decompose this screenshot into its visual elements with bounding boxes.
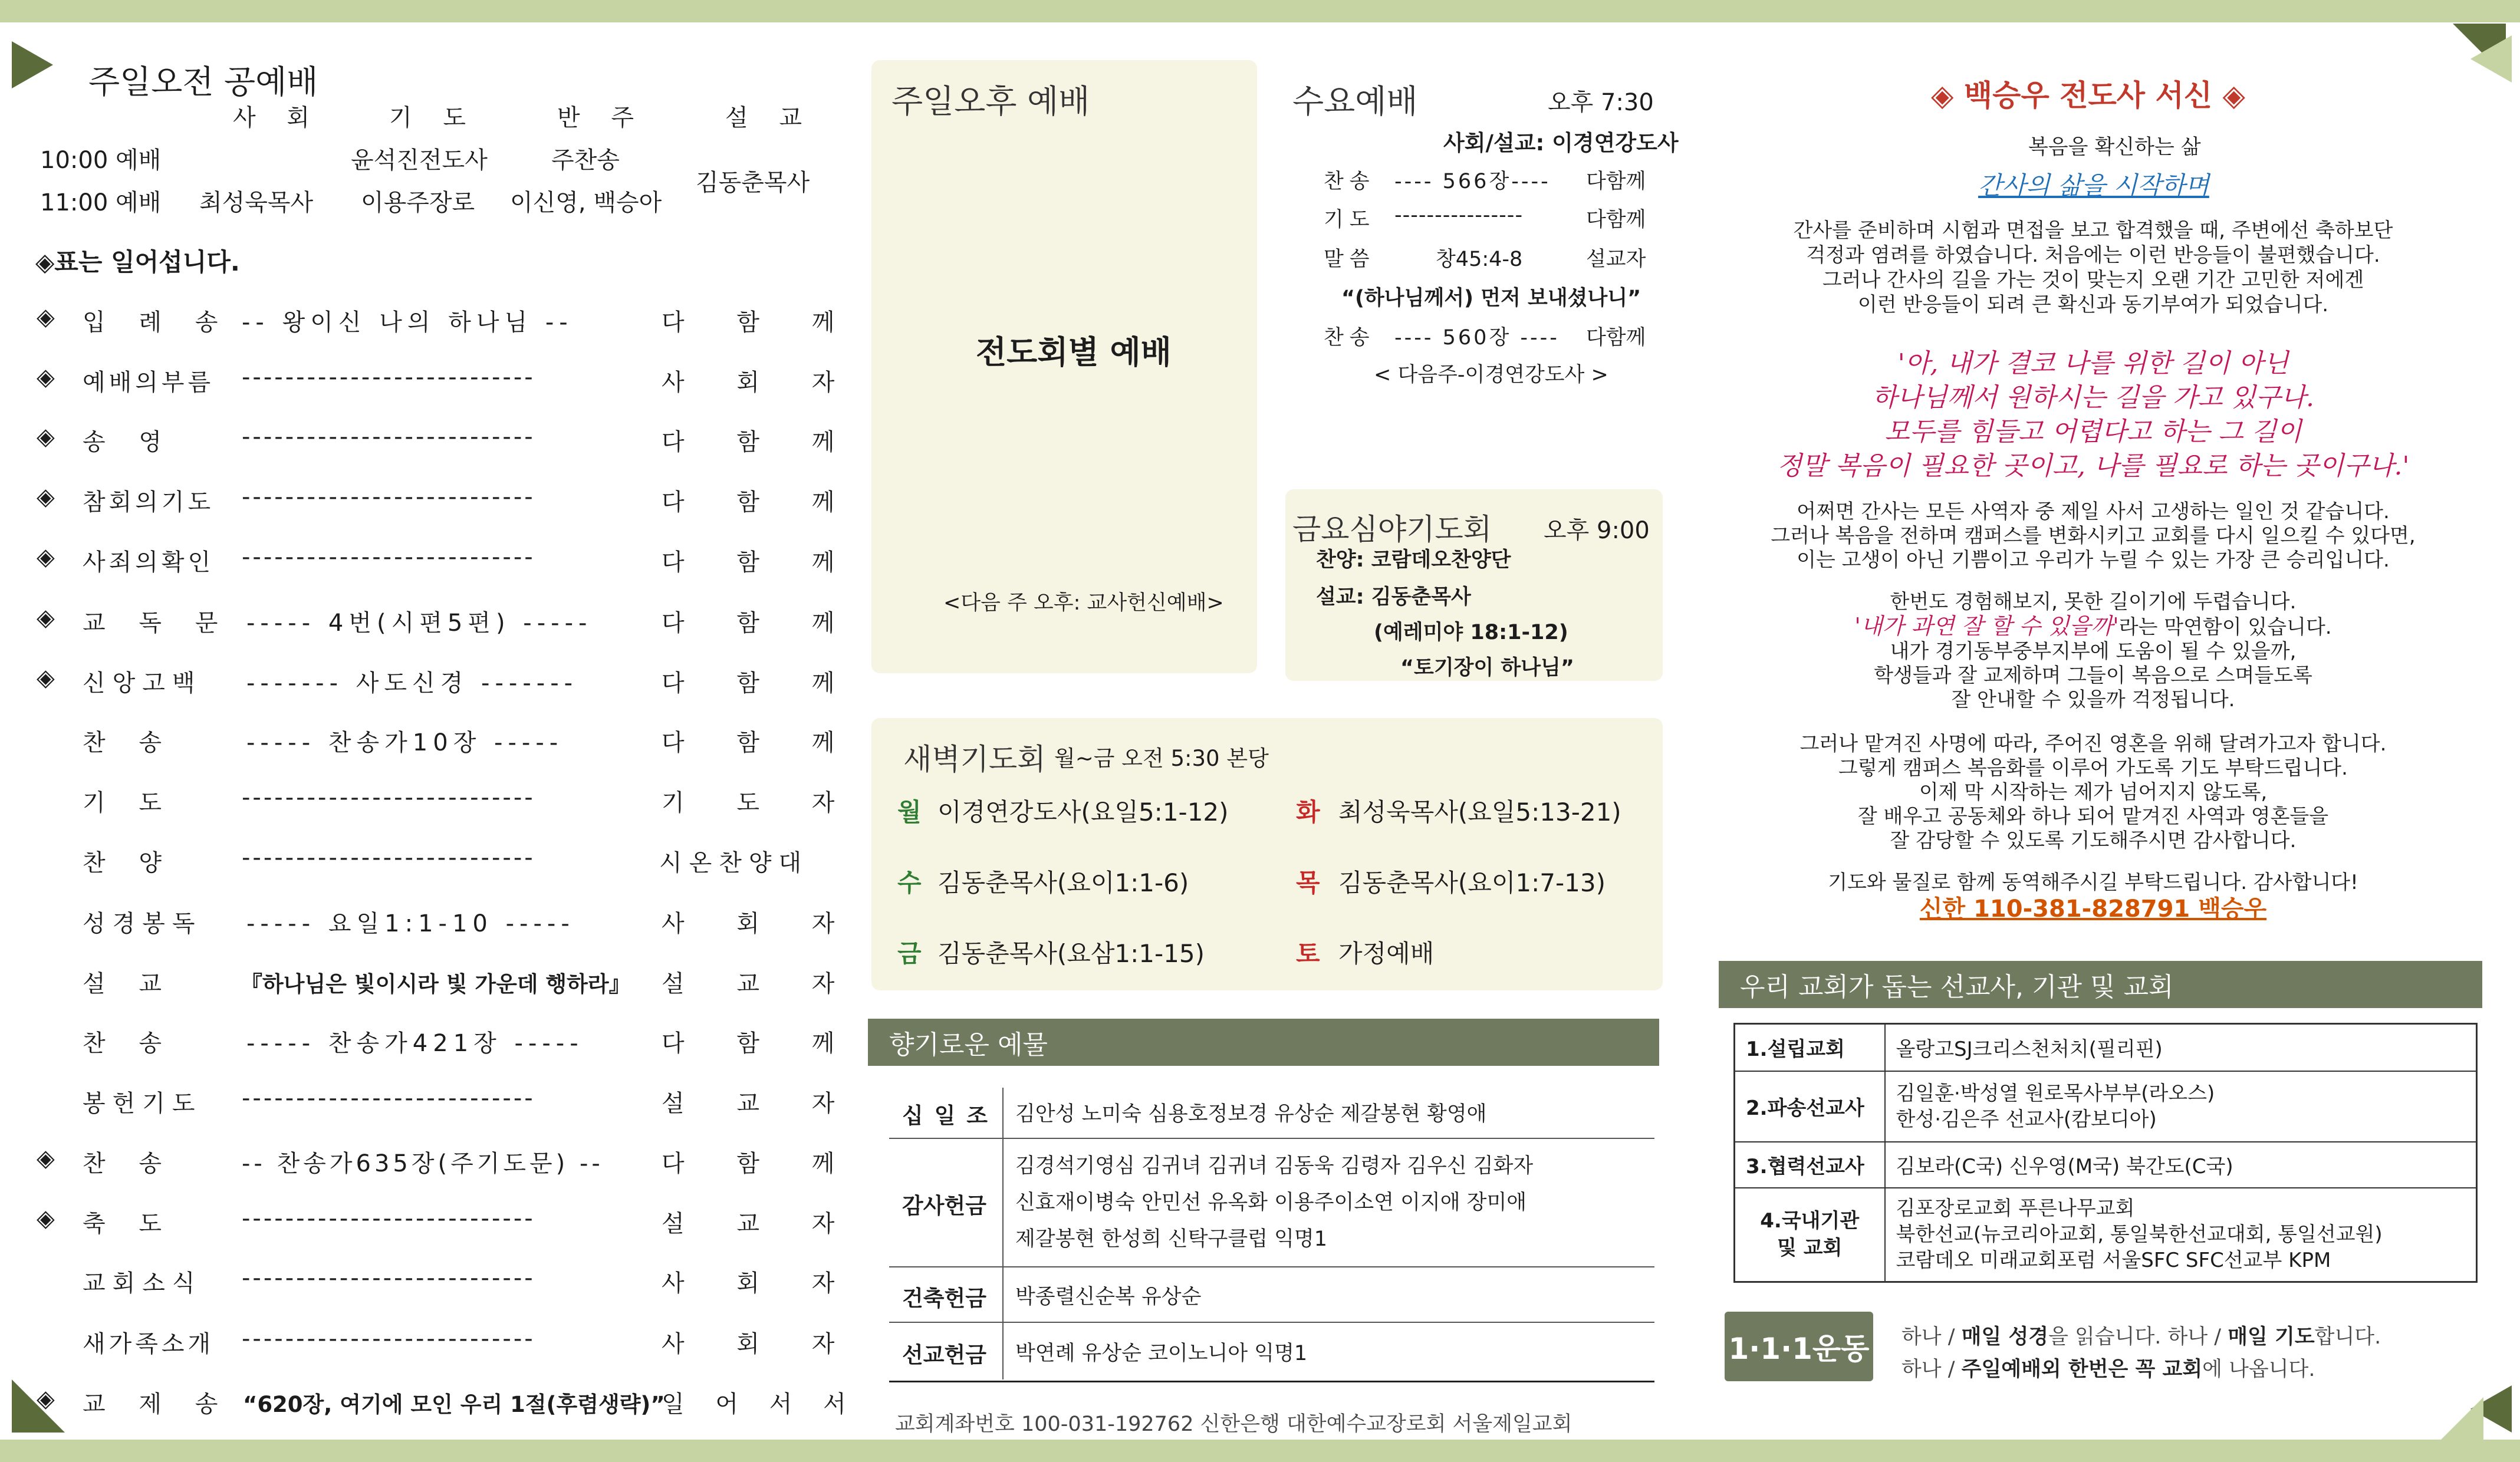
table-divider — [889, 1322, 1654, 1323]
order-content: -- 왕이신 나의 하나님 -- — [242, 309, 573, 336]
order-item: 찬 송 — [83, 729, 175, 756]
day-content: 김동춘목사(요이1:7-13) — [1338, 868, 1606, 897]
order-who: 시온찬양대 — [659, 849, 809, 877]
mission-line: 코람데오 미래교회포럼 서울SFC SFC선교부 KPM — [1896, 1249, 2331, 1273]
col-header-preacher: 설 교 — [725, 104, 814, 131]
wednesday-next-week: < 다음주-이경연강도사 > — [1374, 363, 1608, 387]
order-row — [0, 965, 857, 1000]
service-time-10: 10:00 예배 — [40, 147, 162, 174]
order-row — [0, 724, 857, 759]
order-content: “620장, 여기에 모인 우리 1절(후렴생략)” — [243, 1392, 665, 1417]
day-content: 가정예배 — [1338, 939, 1435, 968]
corner-decoration — [2470, 35, 2512, 83]
letter-paragraph: 잘 안내할 수 있을까 걱정됩니다. — [1951, 688, 2235, 712]
prayer-11: 이용주장로 — [361, 189, 475, 216]
program-content: ---- 566장---- — [1394, 170, 1551, 193]
friday-scripture: (예레미야 18:1-12) — [1374, 621, 1568, 644]
order-content: --------------------------- — [242, 1265, 535, 1292]
mission-entry — [1885, 1142, 2477, 1188]
program-content: ---------------- — [1394, 203, 1524, 227]
offering-type: 감사헌금 — [902, 1193, 986, 1219]
letter-handwritten-quote: 하나님께서 원하시는 길을 가고 있구나. — [1872, 383, 2314, 413]
stand-mark: ◈ — [37, 604, 55, 631]
friday-time: 오후 9:00 — [1544, 517, 1650, 544]
preacher: 김동춘목사 — [696, 169, 810, 196]
letter-paragraph: 그러나 복음을 전하며 캠퍼스를 변화시키고 교회를 다시 일으킬 수 있다면, — [1771, 524, 2416, 548]
order-who: 사 회 자 — [662, 369, 857, 396]
letter-paragraph: 잘 감당할 수 있도록 기도해주시면 감사합니다. — [1890, 829, 2297, 852]
order-content: --------------------------- — [242, 423, 535, 450]
offering-type: 선교헌금 — [902, 1342, 986, 1368]
order-row — [0, 664, 857, 700]
stand-mark: ◈ — [37, 664, 55, 692]
corner-decoration — [2441, 1397, 2483, 1440]
standing-note: ◈표는 일어섭니다. — [35, 248, 240, 276]
letter-paragraph: 그렇게 캠퍼스 복음화를 이루어 가도록 기도 부탁드립니다. — [1838, 756, 2348, 780]
day-label: 월 — [897, 798, 922, 827]
wednesday-leader: 사회/설교: 이경연강도사 — [1443, 130, 1679, 156]
order-content: --------------------------- — [242, 844, 535, 871]
afternoon-next-week: <다음 주 오후: 교사헌신예배> — [943, 591, 1224, 615]
letter-paragraph: 그러나 간사의 길을 가는 것이 맞는지 오랜 기간 고민한 저에겐 — [1822, 268, 2364, 292]
church-account: 교회계좌번호 100-031-192762 신한은행 대한예수교장로회 서울제일교회 — [895, 1412, 1572, 1436]
letter-handwritten-quote: 모두를 힘들고 어렵다고 하는 그 길이 — [1884, 417, 2302, 447]
letter-paragraph: 학생들과 잘 교제하며 그들이 복음으로 스며들도록 — [1874, 664, 2312, 687]
order-item: 봉헌기도 — [83, 1090, 202, 1117]
mission-category: 3.협력선교사 — [1735, 1142, 1885, 1188]
letter-paragraph: 잘 배우고 공동체와 하나 되어 맡겨진 사역과 영혼들을 — [1857, 805, 2329, 828]
movement-badge-label: 1·1·1운동 — [1728, 1332, 1870, 1366]
program-item: 찬송 — [1324, 170, 1376, 193]
program-who: 설교자 — [1586, 248, 1646, 271]
movement-text: 을 읽습니다. 하나 / — [2048, 1325, 2228, 1349]
order-who: 사 회 자 — [662, 1270, 857, 1297]
order-row — [0, 1385, 858, 1421]
order-item: 설 교 — [83, 970, 175, 997]
order-content: --------------------------- — [242, 364, 535, 391]
mission-entry — [1885, 1071, 2477, 1142]
col-header-leader: 사 회 — [233, 104, 321, 131]
corner-decoration — [12, 41, 53, 88]
mission-line: 김보라(C국) 신우영(M국) 북간도(C국) — [1896, 1155, 2233, 1178]
bank-account: 신한 110-381-828791 백승우 — [1919, 895, 2267, 923]
order-content: -- 찬송가635장(주기도문) -- — [242, 1150, 604, 1177]
day-label: 토 — [1296, 939, 1320, 968]
movement-line — [1901, 1321, 2381, 1350]
movement-emphasis: 매일 기도 — [2228, 1325, 2315, 1349]
wednesday-service-title: 수요예배 — [1292, 83, 1418, 120]
order-item: 사죄의확인 — [83, 549, 215, 576]
friday-preacher: 설교: 김동춘목사 — [1316, 585, 1471, 609]
order-row — [0, 1265, 857, 1300]
order-item: 참회의기도 — [83, 489, 215, 516]
program-item: 기도 — [1324, 208, 1376, 232]
prayer-10: 윤석진전도사 — [351, 147, 488, 174]
order-row — [0, 905, 857, 940]
order-who: 다 함 께 — [662, 489, 857, 516]
order-content: --------------------------- — [242, 544, 535, 571]
order-row — [0, 304, 857, 339]
order-who: 다 함 께 — [662, 1150, 857, 1177]
service-time-11: 11:00 예배 — [40, 189, 162, 216]
order-row — [0, 423, 857, 459]
order-who: 다 함 께 — [662, 429, 857, 456]
order-row — [0, 784, 857, 819]
offering-names: 김안성 노미숙 심용호정보경 유상순 제갈봉현 황영애 — [1015, 1102, 1487, 1126]
stand-mark: ◈ — [37, 423, 55, 450]
letter-paragraph: 그러나 맡겨진 사명에 따라, 주어진 영혼을 위해 달려가고자 합니다. — [1799, 732, 2387, 756]
order-content: ----- 4번(시편5편) ----- — [246, 610, 593, 637]
order-row — [0, 1145, 857, 1180]
order-item: 신앙고백 — [83, 670, 202, 697]
afternoon-service-title: 주일오후 예배 — [891, 83, 1090, 120]
mission-table — [1733, 1023, 2478, 1283]
order-who: 설 교 자 — [662, 1090, 857, 1117]
order-item: 찬 송 — [83, 1030, 175, 1057]
letter-paragraph: 이런 반응들이 되려 큰 확신과 동기부여가 되었습니다. — [1857, 293, 2329, 317]
day-label: 수 — [897, 868, 922, 897]
program-who: 다함께 — [1586, 208, 1646, 232]
letter-subtitle-handwritten: 간사의 삶을 시작하며 — [1978, 171, 2209, 200]
offering-type: 십 일 조 — [902, 1103, 989, 1128]
day-content: 최성욱목사(요일5:13-21) — [1338, 798, 1621, 827]
mission-entry — [1885, 1188, 2477, 1282]
order-item: 성경봉독 — [83, 910, 202, 937]
friday-praise: 찬양: 코람데오찬양단 — [1316, 548, 1511, 572]
mission-line: 올랑고SJ크리스천처치(필리핀) — [1896, 1038, 2163, 1062]
table-row — [1735, 1142, 2477, 1188]
order-content: --------------------------- — [242, 1325, 535, 1352]
order-row — [0, 364, 857, 399]
offering-names: 박종렬신순복 유상순 — [1015, 1285, 1202, 1309]
order-who: 다 함 께 — [662, 1030, 857, 1057]
letter-title: ◈ 백승우 전도사 서신 ◈ — [1931, 78, 2245, 113]
letter-paragraph: 이는 고생이 아닌 기쁨이고 우리가 누릴 수 있는 가장 큰 승리입니다. — [1797, 548, 2390, 572]
day-content: 김동춘목사(요이1:1-6) — [937, 868, 1189, 897]
order-content: --------------------------- — [242, 784, 535, 811]
order-row — [0, 1205, 857, 1240]
movement-emphasis: 주일예배외 한번은 꼭 교회 — [1961, 1358, 2203, 1381]
col-header-accomp: 반 주 — [557, 104, 646, 131]
day-label: 화 — [1296, 798, 1320, 827]
afternoon-service-main: 전도회별 예배 — [976, 334, 1172, 371]
movement-badge — [1725, 1312, 1873, 1381]
order-content: ------- 사도신경 ------- — [246, 670, 578, 697]
stand-mark: ◈ — [37, 364, 55, 391]
order-row — [0, 844, 837, 880]
leader-11: 최성욱목사 — [199, 189, 314, 216]
letter-handwritten-quote: 정말 복음이 필요한 곳이고, 나를 필요로 하는 곳이구나.' — [1776, 451, 2410, 481]
table-divider — [889, 1266, 1654, 1267]
mission-line: 김포장로교회 푸른나무교회 — [1896, 1197, 2135, 1221]
program-who: 다함께 — [1586, 326, 1646, 350]
order-row — [0, 483, 857, 519]
order-content: ----- 요일1:1-10 ----- — [246, 910, 575, 937]
order-who: 다 함 께 — [662, 309, 857, 336]
order-item: 송 영 — [83, 429, 175, 456]
order-content: --------------------------- — [242, 1205, 535, 1232]
order-row — [0, 544, 857, 579]
order-content: --------------------------- — [242, 483, 535, 511]
mission-category: 4.국내기관 및 교회 — [1735, 1188, 1885, 1282]
letter-paragraph: 기도와 물질로 함께 동역해주시길 부탁드립니다. 감사합니다! — [1828, 871, 2358, 894]
order-item: 교 제 송 — [83, 1391, 231, 1418]
order-row — [0, 604, 857, 640]
order-who: 다 함 께 — [662, 729, 857, 756]
order-item: 새가족소개 — [83, 1331, 215, 1358]
offering-names: 신효재이병숙 안민선 유옥화 이용주이소연 이지애 장미애 — [1015, 1191, 1527, 1214]
mission-line: 한성·김은주 선교사(캄보디아) — [1896, 1107, 2157, 1131]
program-item: 말씀 — [1324, 248, 1376, 271]
offering-names: 제갈봉현 한성희 신탁구클럽 익명1 — [1015, 1227, 1327, 1251]
offering-type: 건축헌금 — [902, 1286, 986, 1311]
order-item: 찬 송 — [83, 1150, 175, 1177]
movement-text: 하나 / — [1901, 1358, 1962, 1381]
letter-handwritten-phrase: '내가 과연 잘 할 수 있을까' — [1854, 613, 2119, 639]
order-who: 다 함 께 — [662, 549, 857, 576]
letter-paragraph-mixed — [1710, 614, 2476, 640]
order-content: ----- 찬송가10장 ----- — [246, 729, 564, 756]
friday-service-title: 금요심야기도회 — [1292, 512, 1492, 546]
mission-entry — [1885, 1024, 2477, 1071]
stand-mark: ◈ — [37, 1385, 55, 1412]
program-content: 창45:4-8 — [1436, 248, 1523, 271]
table-divider — [889, 1138, 1654, 1139]
letter-paragraph: 이제 막 시작하는 제가 넘어지지 않도록, — [1919, 781, 2268, 804]
table-divider — [889, 1381, 1654, 1382]
accomp-11: 이신영, 백승아 — [510, 189, 662, 216]
table-column-divider — [1002, 1088, 1004, 1379]
stand-mark: ◈ — [37, 304, 55, 331]
movement-line — [1901, 1353, 2315, 1382]
order-content: --------------------------- — [242, 1085, 535, 1112]
order-content: ----- 찬송가421장 ----- — [246, 1030, 584, 1057]
order-who: 설 교 자 — [662, 1210, 857, 1237]
day-label: 목 — [1296, 868, 1320, 897]
letter-body — [1710, 218, 2476, 923]
offering-title: 향기로운 예물 — [889, 1030, 1048, 1060]
mission-line: 북한선교(뉴코리아교회, 통일북한선교대회, 통일선교원) — [1896, 1223, 2383, 1247]
order-content: 『하나님은 빛이시라 빛 가운데 행하라』 — [241, 972, 631, 997]
offering-header — [868, 1019, 1659, 1066]
letter-text: 라는 막연함이 있습니다. — [2118, 615, 2332, 639]
mission-category: 2.파송선교사 — [1735, 1071, 1885, 1142]
stand-mark: ◈ — [37, 544, 55, 571]
letter-paragraph: 간사를 준비하며 시험과 면접을 보고 합격했을 때, 주변에선 축하보단 — [1793, 219, 2393, 242]
accomp-10: 주찬송 — [551, 147, 620, 174]
order-who: 다 함 께 — [662, 670, 857, 697]
bottom-border — [0, 1440, 2520, 1462]
dawn-prayer-title: 새벽기도회 — [903, 742, 1046, 776]
letter-handwritten-quote: '아, 내가 결코 나를 위한 길이 아닌 — [1897, 348, 2289, 378]
dawn-prayer-time: 월~금 오전 5:30 본당 — [1054, 746, 1269, 771]
order-item: 입 례 송 — [83, 309, 231, 336]
wednesday-time: 오후 7:30 — [1548, 89, 1654, 116]
program-content: ---- 560장 ---- — [1394, 326, 1560, 350]
letter-paragraph: 한번도 경험해보지, 못한 길이기에 두렵습니다. — [1890, 590, 2297, 614]
order-who: 사 회 자 — [662, 910, 857, 937]
mission-category: 1.설립교회 — [1735, 1024, 1885, 1071]
stand-mark: ◈ — [37, 1205, 55, 1232]
letter-subtitle: 복음을 확신하는 삶 — [2028, 136, 2201, 159]
movement-text: 에 나옵니다. — [2202, 1358, 2315, 1381]
offering-names: 김경석기영심 김귀녀 김귀녀 김동욱 김령자 김우신 김화자 — [1015, 1154, 1534, 1178]
top-border — [0, 0, 2520, 22]
order-item: 예배의부름 — [83, 369, 215, 396]
mission-title: 우리 교회가 돕는 선교사, 기관 및 교회 — [1740, 972, 2174, 1002]
morning-service-title: 주일오전 공예배 — [88, 63, 318, 101]
letter-paragraph: 걱정과 염려를 하였습니다. 처음에는 이런 반응들이 불편했습니다. — [1806, 243, 2380, 267]
order-who: 사 회 자 — [662, 1331, 857, 1358]
program-item: 찬송 — [1324, 326, 1376, 350]
order-item: 찬 양 — [83, 849, 175, 877]
order-item: 교회소식 — [83, 1270, 202, 1297]
table-row — [1735, 1188, 2477, 1282]
letter-paragraph: 내가 경기동부중부지부에 도움이 될 수 있을까, — [1890, 640, 2297, 663]
order-item: 교 독 문 — [83, 610, 231, 637]
table-row — [1735, 1024, 2477, 1071]
order-item: 축 도 — [83, 1210, 175, 1237]
order-item: 기 도 — [83, 789, 175, 816]
movement-text: 하나 / — [1901, 1325, 1962, 1349]
col-header-prayer: 기 도 — [389, 104, 478, 131]
friday-sermon: “토기장이 하나님” — [1400, 656, 1574, 680]
movement-emphasis: 매일 성경 — [1961, 1325, 2049, 1349]
offering-names: 박연례 유상순 코이노니아 익명1 — [1015, 1342, 1308, 1365]
day-content: 김동춘목사(요삼1:1-15) — [937, 939, 1205, 968]
sermon-title: “(하나님께서) 먼저 보내셨나니” — [1341, 287, 1641, 310]
movement-text: 합니다. — [2314, 1325, 2381, 1349]
mission-header — [1719, 961, 2482, 1008]
order-who: 일 어 서 서 — [662, 1391, 858, 1418]
table-row — [1735, 1071, 2477, 1142]
order-who: 설 교 자 — [662, 970, 857, 997]
day-content: 이경연강도사(요일5:1-12) — [937, 798, 1229, 827]
order-who: 기 도 자 — [662, 789, 857, 816]
day-label: 금 — [897, 939, 922, 968]
order-who: 다 함 께 — [662, 610, 857, 637]
stand-mark: ◈ — [37, 1145, 55, 1172]
mission-line: 김일훈·박성열 원로목사부부(라오스) — [1896, 1081, 2215, 1105]
order-row — [0, 1025, 857, 1060]
program-who: 다함께 — [1586, 170, 1646, 193]
order-row — [0, 1085, 857, 1120]
order-row — [0, 1325, 857, 1361]
letter-paragraph: 어쩌면 간사는 모든 사역자 중 제일 사서 고생하는 일인 것 같습니다. — [1797, 500, 2390, 523]
stand-mark: ◈ — [37, 483, 55, 511]
